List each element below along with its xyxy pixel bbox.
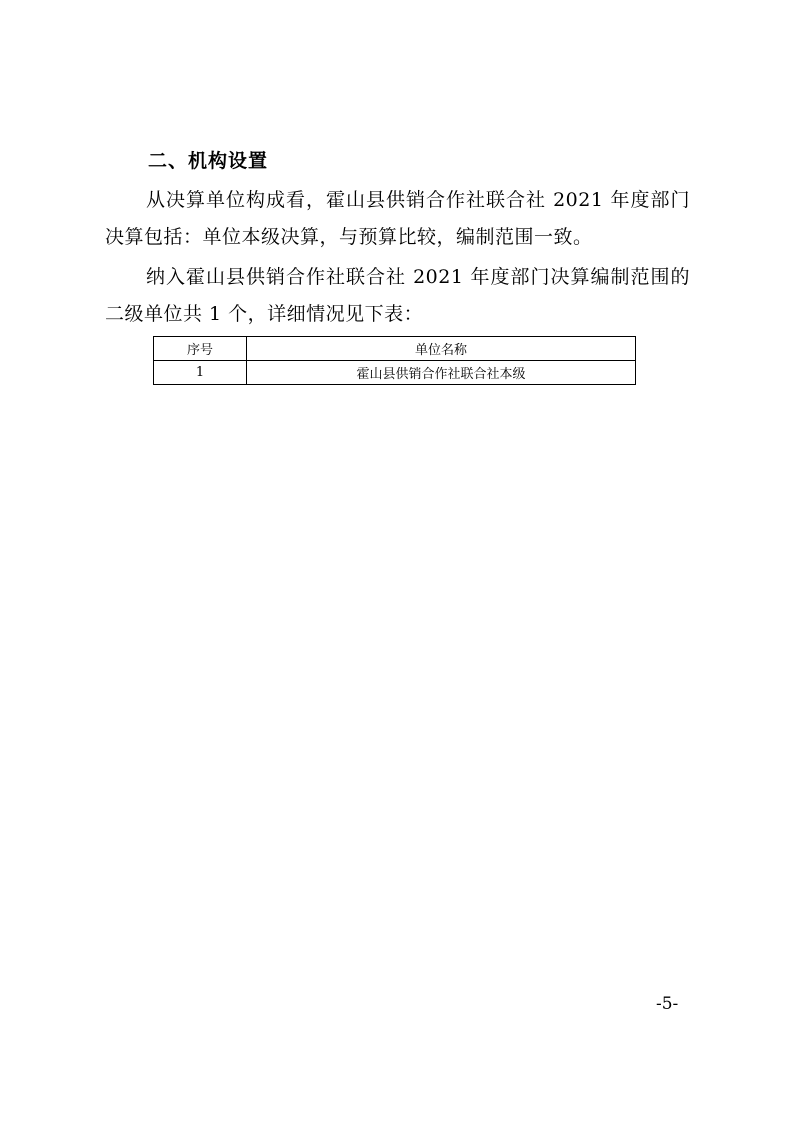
paragraph-subunits: 纳入霍山县供销合作社联合社 2021 年度部门决算编制范围的二级单位共 1 个，详细情况见下表： [105,266,690,325]
table-row [154,361,636,385]
page-number: -5- [656,994,679,1014]
section-heading: 二、机构设置 [148,150,269,172]
cell-seq: 1 [154,361,247,385]
paragraph-composition: 从决算单位构成看，霍山县供销合作社联合社 2021 年度部门决算包括：单位本级决算，与预算比较，编制范围一致。 [105,189,690,248]
cell-unit-name: 霍山县供销合作社联合社本级 [247,361,636,385]
units-table [153,336,636,385]
table-header-row [154,337,636,361]
header-unit-name: 单位名称 [247,337,636,361]
header-seq: 序号 [154,337,247,361]
